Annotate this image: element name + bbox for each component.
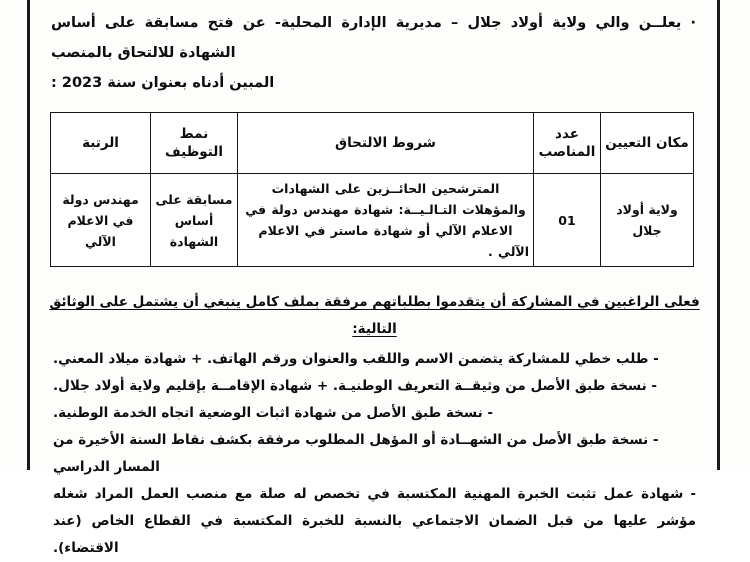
jobs-table	[50, 112, 694, 267]
column-header-rank: الرتبة	[51, 113, 151, 174]
column-header-employment-mode: نمط التوظيف	[151, 113, 238, 174]
jobs-table-wrapper	[55, 112, 694, 267]
cell-conditions: المترشحين الحائــزين على الشهادات والمؤهلات التـالـيــة: شهادة مهندس دولة في الاعلام الآلي أو شهادة ماستر في الاعلام الآلي .	[238, 174, 534, 267]
documents-lead-text: فعلى الراغبين في المشاركة أن يتقدموا بطلباتهم مرفقة بملف كامل ينبغي أن يشتمل على الوثائق التالية:	[49, 294, 700, 337]
cell-posts-count: 01	[534, 174, 601, 267]
intro-line-2: المبين أدناه بعنوان سنة 2023 :	[51, 75, 275, 91]
cell-employment-mode: مسابقة على أساس الشهادة	[151, 174, 238, 267]
page-left-edge-rule	[27, 0, 30, 470]
document-item: - طلب خطي للمشاركة يتضمن الاسم واللقب والعنوان ورقم الهاتف. + شهادة ميلاد المعني.	[53, 351, 659, 367]
document-item: - نسخة طبق الأصل من وثيقــة التعريف الوطنيـة. + شهادة الإقامــة بإقليم ولاية أولاد جلال.	[53, 378, 658, 394]
column-header-conditions: شروط الالتحاق	[238, 113, 534, 174]
required-documents-section	[47, 289, 702, 562]
cell-rank: مهندس دولة في الاعلام الآلي	[51, 174, 151, 267]
table-row	[51, 174, 694, 267]
column-header-assignment-place: مكان التعيين	[601, 113, 694, 174]
cell-assignment-place: ولاية أولاد جلال	[601, 174, 694, 267]
document-item: - نسخة طبق الأصل من شهادة اثبات الوضعية اتجاه الخدمة الوطنية.	[53, 405, 493, 421]
document-item: - نسخة طبق الأصل من الشهــادة أو المؤهل المطلوب مرفقة بكشف نقاط السنة الأخيرة من المسار الدراسي	[53, 432, 659, 475]
table-header-row	[51, 113, 694, 174]
intro-line-1: · يعلــن والي ولاية أولاد جلال – مديرية الإدارة المحلية- عن فتح مسابقة على أساس الشهادة للالتحاق بالمنصب	[51, 15, 696, 61]
column-header-posts-count: عدد المناصب	[534, 113, 601, 174]
page-content	[33, 0, 714, 556]
document-item: - شهادة عمل تثبت الخبرة المهنية المكتسبة في تخصص له صلة مع منصب العمل المراد شغله مؤشر عليها من قبل الضمان الاجتماعي بالنسبة للخبرة المكتسبة في القطاع الخاص (عند الاقتضاء).	[53, 486, 696, 556]
page-right-edge-rule	[717, 0, 720, 470]
announcement-intro	[51, 8, 696, 98]
